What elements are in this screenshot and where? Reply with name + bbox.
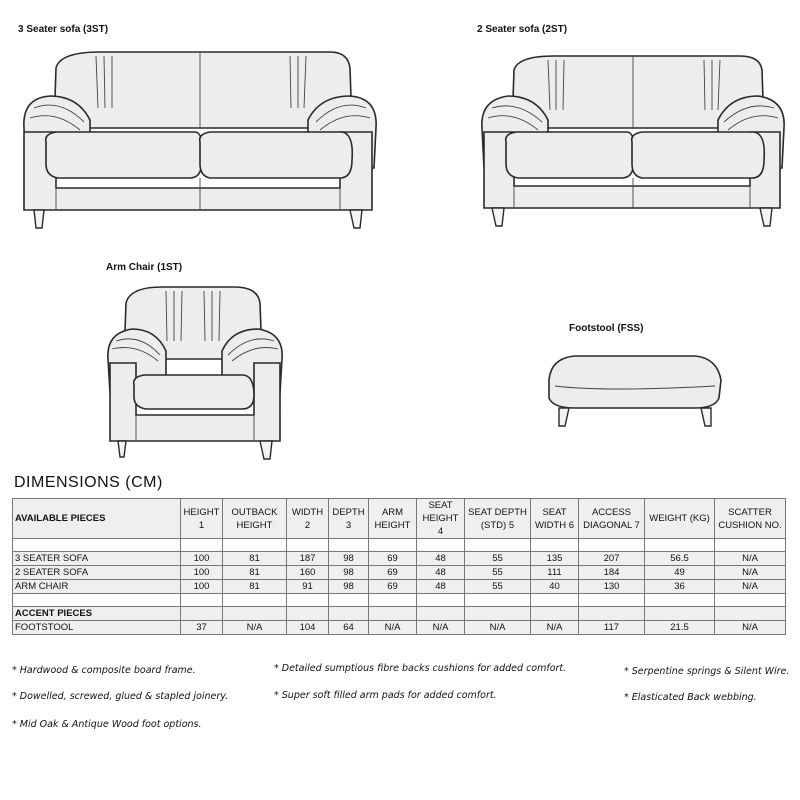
cell: N/A xyxy=(715,552,786,566)
cell: 184 xyxy=(579,566,645,580)
table-header-row xyxy=(13,499,786,539)
header-seat-height: SEAT HEIGHT 4 xyxy=(417,499,465,539)
cell: N/A xyxy=(369,621,417,635)
cell: 81 xyxy=(223,566,287,580)
note-webbing: * Elasticated Back webbing. xyxy=(624,692,757,703)
cell: 55 xyxy=(465,566,531,580)
cell: N/A xyxy=(417,621,465,635)
sofa2-label: 2 Seater sofa (2ST) xyxy=(477,24,568,35)
cell: 21.5 xyxy=(645,621,715,635)
cell: 69 xyxy=(369,552,417,566)
sofa3-label: 3 Seater sofa (3ST) xyxy=(18,24,109,35)
note-back-cushions: * Detailed sumptious fibre backs cushions for added comfort. xyxy=(274,663,567,674)
cell: 117 xyxy=(579,621,645,635)
armchair-drawing xyxy=(104,285,286,463)
cell: 48 xyxy=(417,566,465,580)
cell: 37 xyxy=(181,621,223,635)
cell: 100 xyxy=(181,552,223,566)
cell: N/A xyxy=(223,621,287,635)
cell-piece: FOOTSTOOL xyxy=(13,621,181,635)
table-row xyxy=(13,580,786,594)
cell: 98 xyxy=(329,580,369,594)
header-access-diagonal: ACCESS DIAGONAL 7 xyxy=(579,499,645,539)
cell: 160 xyxy=(287,566,329,580)
cell: 36 xyxy=(645,580,715,594)
table-row xyxy=(13,621,786,635)
note-springs: * Serpentine springs & Silent Wire. xyxy=(624,666,790,677)
note-joinery: * Dowelled, screwed, glued & stapled joinery. xyxy=(12,691,229,702)
header-available-pieces: AVAILABLE PIECES xyxy=(13,499,181,539)
header-seat-depth: SEAT DEPTH (STD) 5 xyxy=(465,499,531,539)
header-weight: WEIGHT (KG) xyxy=(645,499,715,539)
cell: N/A xyxy=(715,580,786,594)
cell: 64 xyxy=(329,621,369,635)
cell: 91 xyxy=(287,580,329,594)
header-scatter-cushion: SCATTER CUSHION NO. xyxy=(715,499,786,539)
dimensions-title: DIMENSIONS (CM) xyxy=(14,474,163,491)
note-frame: * Hardwood & composite board frame. xyxy=(12,665,196,676)
table-row xyxy=(13,566,786,580)
cell: 207 xyxy=(579,552,645,566)
note-arm-pads: * Super soft filled arm pads for added comfort. xyxy=(274,690,497,701)
note-foot-options: * Mid Oak & Antique Wood foot options. xyxy=(12,719,202,730)
cell: N/A xyxy=(465,621,531,635)
cell-piece: 2 SEATER SOFA xyxy=(13,566,181,580)
cell: 135 xyxy=(531,552,579,566)
cell: 69 xyxy=(369,566,417,580)
cell: 40 xyxy=(531,580,579,594)
table-spacer-row xyxy=(13,594,786,607)
header-outback-height: OUTBACK HEIGHT xyxy=(223,499,287,539)
header-height: HEIGHT 1 xyxy=(181,499,223,539)
accent-header-row xyxy=(13,607,786,621)
header-width: WIDTH 2 xyxy=(287,499,329,539)
cell: 98 xyxy=(329,552,369,566)
footstool-label: Footstool (FSS) xyxy=(569,323,644,334)
cell: 48 xyxy=(417,552,465,566)
cell: 49 xyxy=(645,566,715,580)
cell: 69 xyxy=(369,580,417,594)
cell: 100 xyxy=(181,580,223,594)
cell-piece: 3 SEATER SOFA xyxy=(13,552,181,566)
accent-pieces-header: ACCENT PIECES xyxy=(13,607,181,621)
cell-piece: ARM CHAIR xyxy=(13,580,181,594)
header-depth: DEPTH 3 xyxy=(329,499,369,539)
cell: 130 xyxy=(579,580,645,594)
cell: 100 xyxy=(181,566,223,580)
cell: 111 xyxy=(531,566,579,580)
cell: 55 xyxy=(465,552,531,566)
cell: 81 xyxy=(223,552,287,566)
cell: N/A xyxy=(715,566,786,580)
footstool-drawing xyxy=(545,352,725,432)
dimensions-table xyxy=(12,498,786,635)
armchair-label: Arm Chair (1ST) xyxy=(106,262,183,273)
cell: N/A xyxy=(531,621,579,635)
cell: 55 xyxy=(465,580,531,594)
cell: 56.5 xyxy=(645,552,715,566)
cell: 98 xyxy=(329,566,369,580)
cell: N/A xyxy=(715,621,786,635)
cell: 187 xyxy=(287,552,329,566)
header-seat-width: SEAT WIDTH 6 xyxy=(531,499,579,539)
cell: 81 xyxy=(223,580,287,594)
sofa3-drawing xyxy=(20,48,380,233)
table-row xyxy=(13,552,786,566)
cell: 104 xyxy=(287,621,329,635)
header-arm-height: ARM HEIGHT xyxy=(369,499,417,539)
sofa2-drawing xyxy=(478,52,788,232)
cell: 48 xyxy=(417,580,465,594)
table-spacer-row xyxy=(13,539,786,552)
